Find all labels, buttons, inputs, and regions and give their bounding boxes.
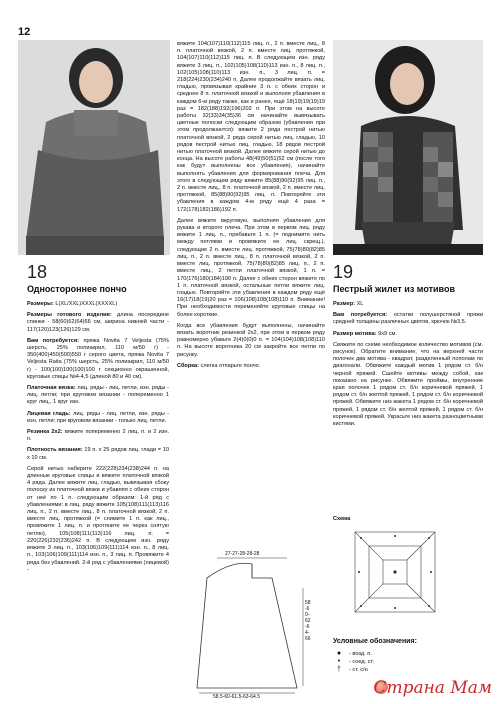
- chain-stitch-symbol: ●: [336, 650, 342, 657]
- poncho-pattern-diagram: [177, 548, 325, 698]
- project-19-column: [333, 262, 483, 432]
- double-crochet-symbol: †: [337, 666, 341, 673]
- watermark: Страна Мам: [373, 678, 492, 698]
- legend: [333, 634, 483, 674]
- paragraph: Размер мотива: 9x9 см.: [333, 330, 397, 337]
- project-18-column: [27, 262, 169, 578]
- project-number: 18: [27, 262, 48, 282]
- paragraph: Вам потребуется: пряжа Novita 7 Veljesta (75% шерсть, 25% полиакрил, 110 м/50 г) - 350(400)450(500)550 г серого цвета, пряжа Novita 7 Veljesta Raita (75% шерсть, 25% полиакрил, 110 м/50 г) - 100(100)100(100)100 г секционно окрашенной, круговые спицы №4-4,5 (длиной 80 и 40 см).: [27, 337, 169, 380]
- paragraph: Свяжите по схеме необходимое количество мотивов (см. рисунок). Обратите внимание, что на верхней части полочек два мотива - квадрат, разделенный пополам по диагонали. Обвяжите каждый мотив 1 рядом ст. б/н черной пряжей. Сшейте мотивы между собой, как показано на рисунке. Обвяжите проймы, внутренние края полочек 1 рядом ст. б/н коричневой пряжей, 1 рядом ст. б/н желтой пряжей, 1 рядом ст. б/н коричневой пряжей. Обвяжите низ жакета 1 рядом ст. б/н коричневой пряжей, 1 рядом ст. б/н желтой пряжей, 1 рядом ст. б/н коричневой пряжей. Украсьте низ жакета разноцветными кистями.: [333, 341, 483, 428]
- paragraph: Лицевая гладь: лиц. ряды - лиц. петли, изн. ряды - изн. петли; при круговом вязании - только лиц. петли.: [27, 410, 169, 424]
- paragraph: вяжите 104(107)110(112)115 лиц. п., 2 п. вместе лиц., 8 п. платочной вязкой, 2 п. вместе лиц. протяжкой, 104(107)110(112)115 лиц. п. В следующем изн. ряду вяжите 3 лиц. п., 102(105)108(110)113 изн. п., 8 лиц. п., 102(105)108(110)113 изн. п., 3 лиц. п. = 218(224)230(234)240 п. Далее продолжайте вязать лиц. гладью, провязывая крайние 3 п. с обеих сторон и среднее 8 п. платочной вязкой и выполняя убавления в каждом 6-м ряду также, как и ранее, ещё 18(19)19(19)19 раз = 182(188)192(196)202 п. При этом на высоте работы 32(33)34(35)36 см начинайте вывязывать цветные полоски следующим образом (убавления при этом продолжаются): вяжите 2 ряда пестрой нитью платочной вязкой, 2 ряда серой нитью лиц. гладью, 10 рядов пестрой нитью лиц. гладью, 18 рядов пестрой нитью платочной вязкой. Далее вяжите серой нитью до конца. На высоте работы 48(49)50(51)52 см (после того как будут выполнены все убавления), начинайте выполнять убавления для формирования плеча. Для этого в следующем ряду вяжите 85(88)90(92)95 лиц. п., 2 п. вместе лиц., 8 п. платочной вязкой, 2 п. вместе лиц. протяжкой, 85(88)90(92)95 лиц. п. Повторяйте эти убавления в каждом 4-м ряду ещё 4 раза = 172(178)182(186)192 п.: [177, 41, 325, 213]
- paragraph: Резинка 2x2: вяжите попеременно 2 лиц. п. и 2 изн. п.: [27, 429, 170, 443]
- page-number: 12: [18, 26, 31, 38]
- paragraph: Когда все убавления будут выполнены, начинайте вязать воротник резинкой 2x2, при этом в первом ряду равномерно убавьте 2(4)0(0)0 п. = 104(104)108(108)110 п. На высоте воротника 20 см закройте все петли по рисунку.: [177, 322, 325, 358]
- paragraph: Платочная вязка: лиц. ряды - лиц. петли, изн. ряды - лиц. петли; при круговом вязании - попеременно 1 круг лиц., 1 круг изн.: [27, 385, 169, 406]
- paragraph: Размеры готового изделия: длина посередине спинки - 58(60)62(64)66 см, ширина нижней части - 117(120)123(126)129 см.: [27, 312, 169, 333]
- paragraph: Серой нитью наберите 222(228)234(238)244 п. на длинные круговые спицы и вяжите платочной вязкой 4 ряда. Далее вяжите лиц. гладью, вывязывая сбоку полоску из платочной вязки и убавляя с обеих сторон от неё по 1 п. следующим образом: 1-й ряд с убавлениями: в лиц. ряду вяжите 105(108)111(113)116 лиц. п., 2 п. вместе лиц., 8 п. платочной вязкой, 2 п. вместе лиц. протяжкой (= снимите 1 п. как лиц., провяжите 1 лиц. п. и протяните ее через снятую петлю), 105(108)111(113)116 лиц. п. = 220(226)232(236)242 п. В следующем изн. ряду вяжите 3 лиц. п., 103(106)109(111)114 изн. п., 8 лиц. п., 103(106)109(111)114 изн. п., 3 лиц. п. Провяжите 4 ряда без убавлений. 2-й ряд с убавлениями (лицевой) -: [27, 465, 169, 573]
- paragraph: Плотность вязания: 19 п. x 25 рядов лиц. глади = 10 x 10 см.: [27, 447, 169, 461]
- schema-label: Схема: [333, 516, 351, 522]
- project-18-continued-column: [177, 41, 325, 374]
- project-title: Одностороннее пончо: [27, 284, 127, 294]
- pattern-top-label: 27-27-28-28-28: [225, 551, 260, 557]
- paragraph: Размер: XL: [333, 301, 364, 307]
- paragraph: Размеры: L(XL/XXL)XXXL(XXXXL): [27, 301, 118, 307]
- paragraph: Вам потребуется: остатки полушерстяной пряжи средней толщины различных цветов, крючок №3,5.: [333, 312, 483, 326]
- project-number: 19: [333, 262, 354, 282]
- legend-title: Условные обозначения:: [333, 638, 417, 645]
- legend-item: ● - возд. п.: [333, 650, 483, 658]
- vest-photo: [333, 40, 483, 255]
- legend-item: † - ст. с/н: [333, 666, 483, 674]
- assembly-note: Сборка: слегка отпарьте пончо.: [177, 362, 261, 369]
- crochet-schema: [333, 516, 473, 626]
- legend-item: • - соед. ст.: [333, 658, 483, 666]
- pattern-bottom-label: 58,5-60-61,5-63-64,5: [213, 694, 260, 698]
- slip-stitch-symbol: •: [337, 658, 341, 665]
- poncho-photo: [18, 40, 170, 255]
- pattern-side-label: 58-60-62-64-66: [305, 600, 311, 642]
- paragraph: Далее вяжите вкруговую, выполняя убавления для рукава и второго плеча. При этом в первом лиц. ряду вяжите 1 лиц. п., прибавьте 1 п. (= поднимите нить между петлями и провяжите ее лиц. скрещ.), следующие 2 п. вместе лиц. протяжкой, 75(78)80(82)85 лиц. п., 2 п. вместе лиц., 8 п. платочной вязкой, 2 п. вместе лиц. протяжкой, 75(78)80(82)85 лиц. п., 2 п. вместе лиц., 2 петли платочной вязкой, 1 п. = 170(176)180(184)190 п. Далее с обеих сторон вяжите по 1 п. платочной вязкой, остальные петли вяжите лиц. гладью. Повторяйте эти убавления в каждом ряду ещё 16(17)18(19)20 раз = 106(108)108(108)110 п. Внимание! При необходимости переменяйте круговые спицы на более короткие.: [177, 217, 325, 318]
- project-title: Пестрый жилет из мотивов: [333, 284, 455, 294]
